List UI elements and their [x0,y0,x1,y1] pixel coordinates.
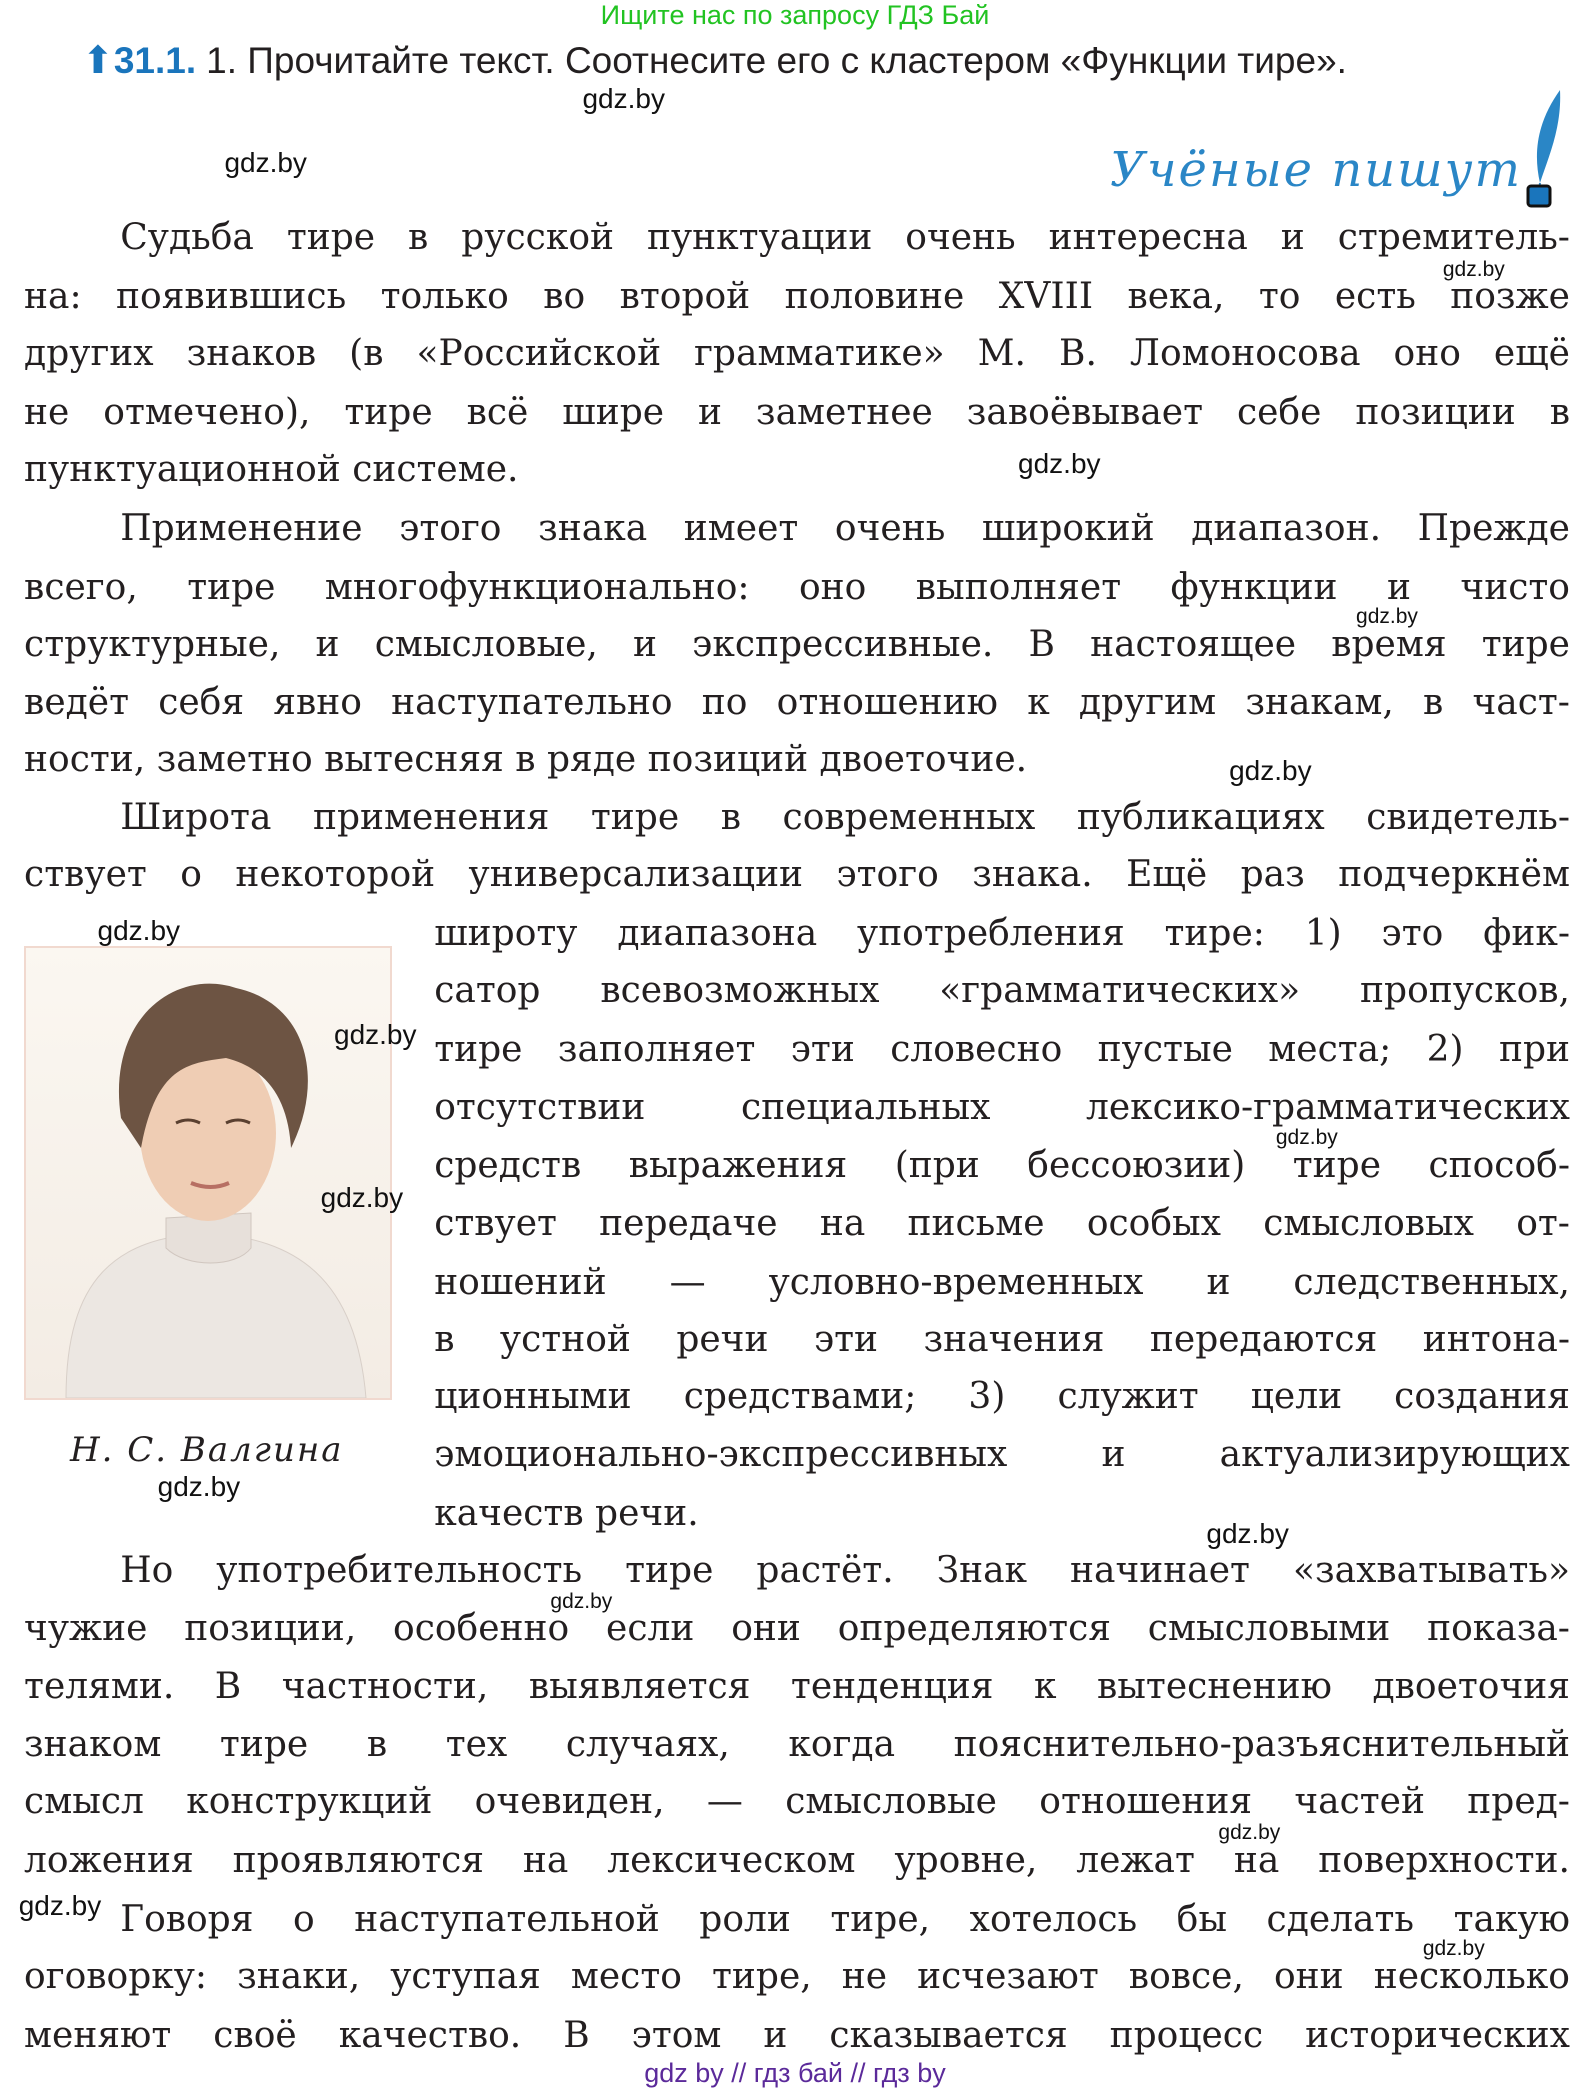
text-line: оговорку: знаки, уступая место тире, не исчезают вовсе, они несколько [24,1956,1570,1998]
watermark: gdz.by [97,915,181,947]
watermark: gdz.by [1218,1820,1281,1844]
text-line: Судьба тире в русской пунктуации очень интересна и стремитель- [120,216,1570,258]
watermark: gdz.by [550,1589,613,1613]
text-line: структурные, и смысловые, и экспрессивные. В настоящее время тире [24,624,1570,666]
text-line: Говоря о наступательной роли тире, хотелось бы сделать такую [120,1898,1570,1940]
watermark: gdz.by [582,82,665,114]
watermark: gdz.by [320,1182,404,1214]
text-line: качеств речи. [434,1492,699,1534]
text-line: телями. В частности, выявляется тенденция к вытеснению двоеточия [24,1666,1570,1708]
text-line: других знаков (в «Российской грамматике» М. В. Ломоносова оно ещё [24,333,1570,375]
text-line: Применение этого знака имеет очень широкий диапазон. Прежде [120,508,1570,550]
task-number: 31.1. [113,40,197,81]
quill-inkwell-icon [1510,88,1570,208]
text-line: Широта применения тире в современных публикациях свидетель- [120,796,1570,838]
watermark: gdz.by [1275,1126,1338,1150]
text-line: ствует передаче на письме особых смысловых от- [434,1202,1570,1244]
watermark: gdz.by [1356,605,1418,629]
task-heading [82,38,1347,83]
text-line: ложения проявляются на лексическом уровне, лежат на поверхности. [24,1840,1570,1882]
watermark: gdz.by [18,1890,102,1922]
watermark: gdz.by [334,1019,417,1051]
text-line: смысл конструкций очевиден, — смысловые отношения частей пред- [24,1781,1570,1823]
watermark: gdz.by [1422,1937,1485,1961]
text-line: ношений — условно-временных и следственных, [434,1261,1570,1303]
text-line: сатор всевозможных «грамматических» пропусков, [434,970,1570,1012]
search-banner[interactable]: Ищите нас по запросу ГДЗ Бай [600,0,990,30]
text-line: пунктуационной системе. [24,449,519,491]
footer-watermark[interactable]: gdz by // гдз бай // гдз by [644,2058,946,2088]
watermark: gdz.by [1018,447,1101,479]
up-arrow-icon: ⬆ [82,40,114,82]
text-line: Но употребительность тире растёт. Знак начинает «захватывать» [120,1550,1570,1592]
text-line: в устной речи эти значения передаются интона- [434,1319,1570,1360]
watermark: gdz.by [1206,1517,1289,1549]
text-line: на: появившись только во второй половине XVIII века, то есть позже [24,275,1570,317]
text-line: широту диапазона употребления тире: 1) это фик- [434,912,1570,954]
text-line: ности, заметно вытесняя в ряде позиций двоеточие. [24,739,1028,781]
text-line: средств выражения (при бессоюзии) тире способ- [434,1145,1570,1187]
text-line: знаком тире в тех случаях, когда пояснительно-разъяснительный [24,1723,1570,1765]
text-line: эмоционально-экспрессивных и актуализирующих [434,1433,1570,1475]
watermark: gdz.by [224,146,307,178]
text-line: не отмечено), тире всё шире и заметнее завоёвывает себе позиции в [24,391,1570,433]
text-line: чужие позиции, особенно если они определяются смысловыми показа- [24,1607,1570,1649]
text-line: ствует о некоторой универсализации этого знака. Ещё раз подчеркнём [24,854,1570,896]
text-line: отсутствии специальных лексико-грамматических [434,1086,1570,1128]
portrait-caption: Н. С. Валгина [70,1430,344,1470]
text-line: ционными средствами; 3) служит цели создания [434,1376,1570,1418]
text-line: меняют своё качество. В этом и сказывается процесс исторических [24,2015,1570,2057]
watermark: gdz.by [157,1470,241,1502]
watermark: gdz.by [1442,257,1505,281]
text-line: всего, тире многофункционально: оно выполняет функции и чисто [24,566,1570,608]
text-line: тире заполняет эти словесно пустые места; 2) при [434,1029,1570,1071]
section-label: Учёные пишут [1110,142,1522,198]
task-text: 1. Прочитайте текст. Соотнесите его с кластером «Функции тире». [206,40,1347,81]
watermark: gdz.by [1229,754,1312,786]
text-line: ведёт себя явно наступательно по отношению к другим знакам, в част- [24,681,1570,723]
portrait-image [24,946,392,1400]
